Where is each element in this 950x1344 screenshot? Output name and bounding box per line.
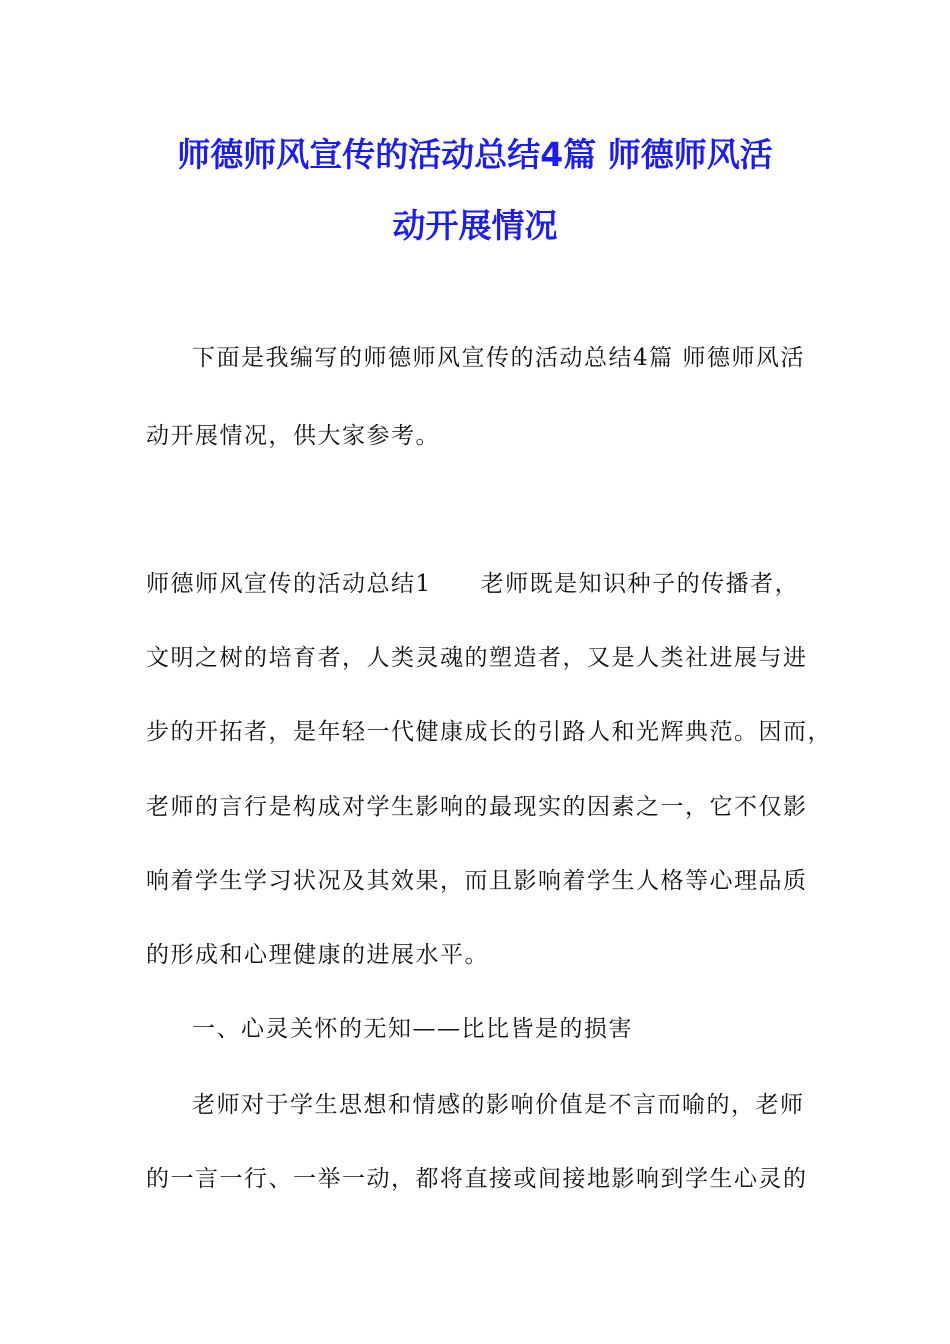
- intro-line-1: 下面是我编写的师德师风宣传的活动总结4篇 师德师风活: [192, 345, 805, 371]
- document-title-line-1: 师德师风宣传的活动总结4篇 师德师风活: [177, 135, 773, 174]
- intro-line-2: 动开展情况，供大家参考。: [146, 423, 440, 449]
- body-line-5: 响着学生学习状况及其效果，而且影响着学生人格等心理品质: [146, 868, 808, 894]
- document-title-line-2: 动开展情况: [392, 206, 558, 245]
- body-line-8: 的一言一行、一举一动，都将直接或间接地影响到学生心灵的: [146, 1166, 808, 1192]
- body-line-1: 师德师风宣传的活动总结1 老师既是知识种子的传播者，: [146, 571, 800, 597]
- body-line-4: 老师的言行是构成对学生影响的最现实的因素之一，它不仅影: [146, 794, 808, 820]
- body-line-3: 步的开拓者，是年轻一代健康成长的引路人和光辉典范。因而，: [146, 719, 832, 745]
- section-heading: 一、心灵关怀的无知——比比皆是的损害: [192, 1016, 633, 1042]
- body-line-2: 文明之树的培育者，人类灵魂的塑造者，又是人类社进展与进: [146, 645, 808, 671]
- body-line-6: 的形成和心理健康的进展水平。: [146, 942, 489, 968]
- body-line-7: 老师对于学生思想和情感的影响价值是不言而喻的，老师: [192, 1092, 805, 1118]
